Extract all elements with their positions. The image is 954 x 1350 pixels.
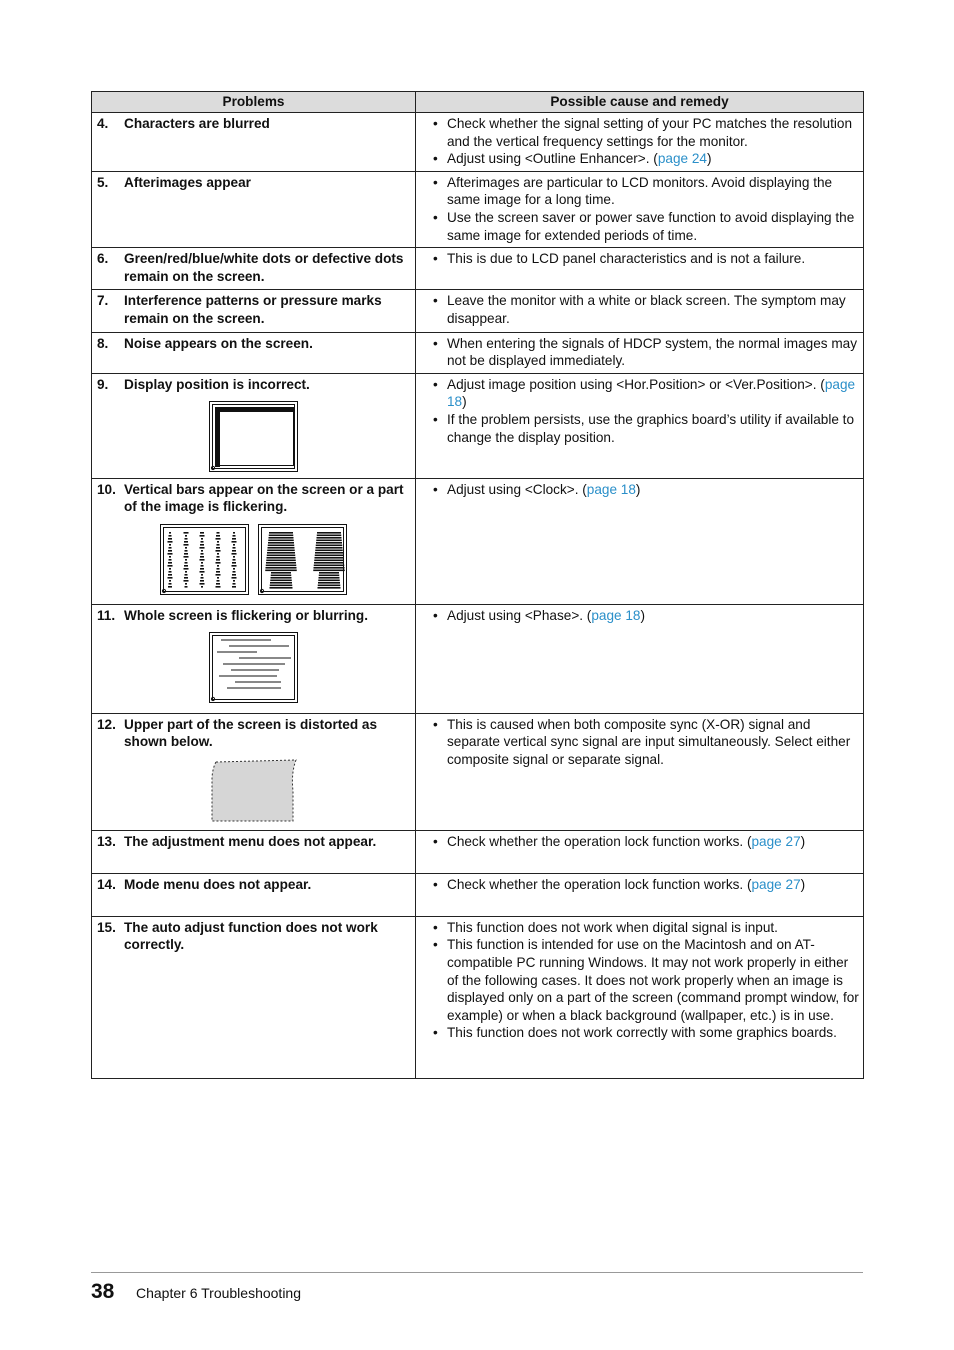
table-row xyxy=(92,332,864,373)
bars-illustration xyxy=(92,520,415,598)
remedy-text: This is caused when both composite sync (X-OR) signal and separate vertical sync signal are input simultaneously. Select either composite signal or separate signal. xyxy=(447,716,851,767)
problem-text: Characters are blurred xyxy=(124,116,270,131)
table-row xyxy=(92,171,864,247)
remedy-item xyxy=(433,481,859,499)
remedy-cell xyxy=(416,248,864,290)
remedy-text: Check whether the operation lock function works. ( xyxy=(447,876,752,892)
remedy-cell xyxy=(416,713,864,830)
problem-cell xyxy=(92,332,416,373)
problem-text: Interference patterns or pressure marks remain on the screen. xyxy=(124,293,382,326)
problem-number: 10. xyxy=(97,481,116,497)
problem-number: 14. xyxy=(97,876,116,892)
footer-divider xyxy=(91,1272,863,1273)
remedy-cell xyxy=(416,830,864,873)
distort-illustration xyxy=(92,755,415,826)
remedy-text: Adjust using <Outline Enhancer>. ( xyxy=(447,151,658,167)
remedy-item xyxy=(433,919,859,937)
table-header-row xyxy=(92,92,864,113)
problem-number: 6. xyxy=(97,251,109,267)
page-link[interactable]: page 18 xyxy=(591,607,641,623)
remedy-cell xyxy=(416,373,864,478)
remedy-text: Check whether the operation lock function works. ( xyxy=(447,833,752,849)
remedy-item xyxy=(433,115,859,150)
problem-number: 9. xyxy=(97,376,109,392)
remedy-text: This function does not work correctly with some graphics boards. xyxy=(447,1025,837,1041)
problem-cell xyxy=(92,916,416,1078)
flicker-illustration xyxy=(92,628,415,706)
remedy-item xyxy=(433,150,859,168)
remedy-item xyxy=(433,209,859,244)
remedy-item xyxy=(433,716,859,769)
flicker-monitor-icon xyxy=(209,632,298,703)
remedy-text: Afterimages are particular to LCD monitors. Avoid displaying the same image for a long time. xyxy=(447,174,833,208)
remedy-cell xyxy=(416,171,864,247)
table-row xyxy=(92,713,864,830)
remedy-item xyxy=(433,376,859,411)
remedy-item xyxy=(433,607,859,625)
remedy-text: If the problem persists, use the graphics board’s utility if available to change the display position. xyxy=(447,411,855,445)
page-link[interactable]: page 24 xyxy=(657,151,707,167)
problem-text: Whole screen is flickering or blurring. xyxy=(124,607,368,623)
remedy-text: This is due to LCD panel characteristics and is not a failure. xyxy=(447,251,806,267)
problem-cell xyxy=(92,248,416,290)
remedy-text: Leave the monitor with a white or black screen. The symptom may disappear. xyxy=(447,293,846,326)
problem-text: Noise appears on the screen. xyxy=(124,335,313,351)
table-row xyxy=(92,113,864,172)
remedy-text-after: ) xyxy=(635,481,641,497)
remedy-text: Adjust using <Phase>. ( xyxy=(447,607,592,623)
page-link[interactable]: page 18 xyxy=(447,376,856,410)
remedy-text: Use the screen saver or power save function to avoid displaying the same image for extended periods of time. xyxy=(447,209,855,243)
table-row xyxy=(92,604,864,713)
remedy-cell xyxy=(416,873,864,916)
problem-number: 7. xyxy=(97,293,109,309)
problem-number: 5. xyxy=(97,174,109,190)
problem-cell xyxy=(92,171,416,247)
page-link[interactable]: page 18 xyxy=(586,481,636,497)
troubleshooting-table xyxy=(91,91,864,1079)
remedy-text: This function does not work when digital signal is input. xyxy=(447,919,778,935)
problem-cell xyxy=(92,290,416,332)
table-row xyxy=(92,248,864,290)
remedy-cell xyxy=(416,290,864,332)
table-row xyxy=(92,290,864,332)
problem-text: Afterimages appear xyxy=(124,174,251,190)
remedy-text-after: ) xyxy=(800,833,806,849)
remedy-text-after: ) xyxy=(640,607,646,623)
remedy-text-after: ) xyxy=(706,151,712,167)
distort-monitor-icon xyxy=(211,759,297,823)
problem-cell xyxy=(92,113,416,172)
problem-text: Mode menu does not appear. xyxy=(124,876,312,892)
remedy-cell xyxy=(416,332,864,373)
problem-number: 11. xyxy=(97,607,116,623)
page-number: 38 xyxy=(91,1280,115,1303)
remedy-item xyxy=(433,250,859,268)
page-link[interactable]: page 27 xyxy=(751,876,801,892)
remedy-text: When entering the signals of HDCP system, the normal images may not be displayed immediately. xyxy=(447,335,858,369)
flicker-bars-monitor-icon xyxy=(258,524,347,595)
remedy-text-after: ) xyxy=(462,394,467,410)
remedy-item xyxy=(433,833,859,851)
problem-cell xyxy=(92,873,416,916)
table-row xyxy=(92,478,864,604)
problem-number: 4. xyxy=(97,116,109,131)
vertical-bars-monitor-icon xyxy=(160,524,249,595)
pos-illustration xyxy=(92,397,415,475)
problem-cell xyxy=(92,830,416,873)
problem-number: 12. xyxy=(97,716,116,732)
remedy-text: Adjust using <Clock>. ( xyxy=(447,481,587,497)
remedy-text: Check whether the signal setting of your PC matches the resolution and the vertical frequency settings for the monitor. xyxy=(447,116,853,149)
table-row xyxy=(92,916,864,1078)
remedy-item xyxy=(433,335,859,370)
remedy-item xyxy=(433,1024,859,1042)
header-problems: Problems xyxy=(92,92,416,113)
pos-monitor-icon xyxy=(209,401,298,472)
problem-text: Vertical bars appear on the screen or a part of the image is flickering. xyxy=(124,481,404,515)
problem-text: Upper part of the screen is distorted as shown below. xyxy=(124,716,378,750)
remedy-cell xyxy=(416,916,864,1078)
remedy-item xyxy=(433,876,859,894)
chapter-title: Chapter 6 Troubleshooting xyxy=(136,1285,301,1301)
problem-cell xyxy=(92,373,416,478)
problem-number: 13. xyxy=(97,833,116,849)
header-remedy: Possible cause and remedy xyxy=(416,92,864,113)
remedy-cell xyxy=(416,478,864,604)
problem-number: 15. xyxy=(97,919,116,935)
remedy-text-after: ) xyxy=(800,876,806,892)
problem-text: Display position is incorrect. xyxy=(124,376,310,392)
remedy-text: Adjust image position using <Hor.Position> or <Ver.Position>. ( xyxy=(447,376,825,392)
remedy-item xyxy=(433,292,859,327)
remedy-item xyxy=(433,936,859,1024)
problem-text: The adjustment menu does not appear. xyxy=(124,833,377,849)
table-row xyxy=(92,873,864,916)
remedy-text: This function is intended for use on the Macintosh and on AT-compatible PC running Windows. It may not work properly in either of the following cases. It does not work properly when an image is displayed only on a part of the screen (command prompt window, for example) or when a black background (wallpaper, etc.) is in use. xyxy=(447,937,859,1023)
remedy-item xyxy=(433,174,859,209)
problem-cell xyxy=(92,478,416,604)
problem-text: The auto adjust function does not work correctly. xyxy=(124,919,378,953)
problem-number: 8. xyxy=(97,335,109,351)
problem-cell xyxy=(92,604,416,713)
remedy-item xyxy=(433,411,859,446)
remedy-cell xyxy=(416,604,864,713)
page-link[interactable]: page 27 xyxy=(751,833,801,849)
table-row xyxy=(92,373,864,478)
table-row xyxy=(92,830,864,873)
problem-cell xyxy=(92,713,416,830)
problem-text: Green/red/blue/white dots or defective dots remain on the screen. xyxy=(124,251,404,284)
remedy-cell xyxy=(416,113,864,172)
